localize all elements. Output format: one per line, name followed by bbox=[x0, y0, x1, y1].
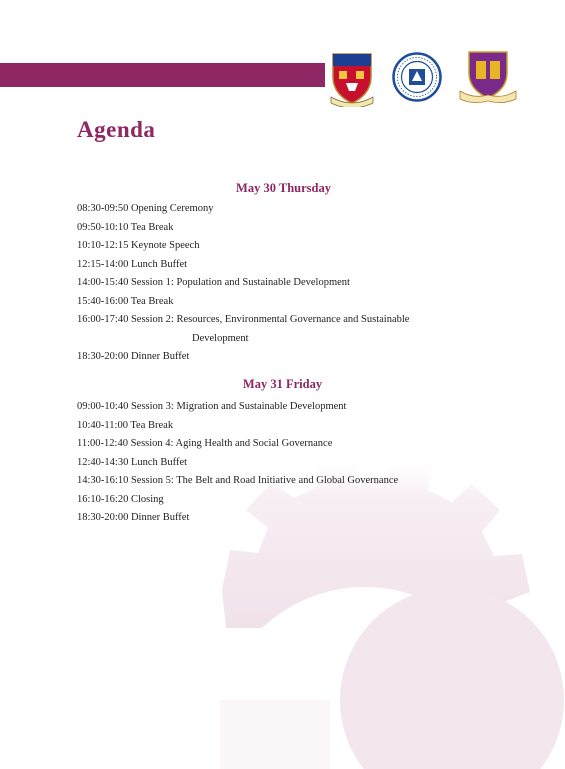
list-item: 15:40-16:00 Tea Break bbox=[77, 295, 174, 307]
list-item: 18:30-20:00 Dinner Buffet bbox=[77, 351, 190, 362]
list-item: 14:00-15:40 Session 1: Population and Sustainable Development bbox=[77, 277, 350, 288]
list-item: 16:10-16:20 Closing bbox=[77, 493, 164, 505]
list-item bbox=[77, 311, 409, 348]
schedule-list-day2 bbox=[77, 398, 398, 528]
list-item: 10:40-11:00 Tea Break bbox=[77, 419, 174, 431]
list-item: 12:40-14:30 Lunch Buffet bbox=[77, 456, 188, 468]
list-item: 18:30-20:00 Dinner Buffet bbox=[77, 512, 190, 523]
header-accent-band bbox=[0, 63, 325, 87]
hku-crest-logo bbox=[329, 51, 375, 107]
list-item: 09:00-10:40 Session 3: Migration and Sustainable Development bbox=[77, 401, 347, 412]
list-item-continuation: Development bbox=[192, 332, 249, 344]
list-item: 09:50-10:10 Tea Break bbox=[77, 221, 174, 233]
list-item: 10:10-12:15 Keynote Speech bbox=[77, 240, 200, 251]
sjtu-seal-logo bbox=[392, 52, 442, 102]
list-item: 12:15-14:00 Lunch Buffet bbox=[77, 258, 188, 270]
schedule-list-day1 bbox=[77, 200, 409, 367]
day-heading-friday: May 31 Friday bbox=[242, 377, 323, 391]
list-item: 11:00-12:40 Session 4: Aging Health and Social Governance bbox=[77, 438, 333, 449]
list-item-text: 16:00-17:40 Session 2: Resources, Environmental Governance and Sustainable bbox=[77, 314, 410, 325]
logo-strip bbox=[329, 49, 519, 107]
cuhk-crest-logo bbox=[459, 49, 517, 105]
list-item: 08:30-09:50 Opening Ceremony bbox=[77, 203, 214, 214]
day-heading-thursday: May 30 Thursday bbox=[236, 181, 331, 195]
list-item: 14:30-16:10 Session 5: The Belt and Road Initiative and Global Governance bbox=[77, 475, 399, 486]
page-title: Agenda bbox=[77, 117, 156, 142]
